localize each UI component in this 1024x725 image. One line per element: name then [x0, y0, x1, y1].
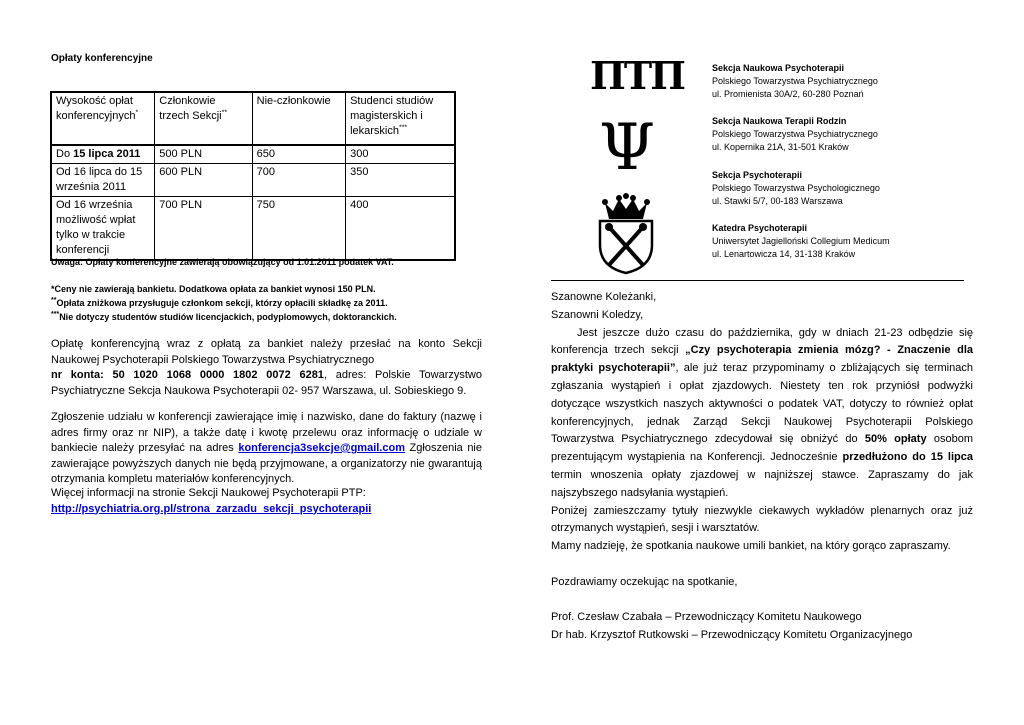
- table-cell: 350: [346, 164, 455, 197]
- letter-paragraph: Jest jeszcze dużo czasu do października, gdy w dniach 21-23 odbędzie się konferencja trzech sekcji „Czy psychoterapia zmienia mózg? - Znaczenie dla praktyki psychoterapii”, ale już teraz przypominamy o zbliżających się terminach zgłaszania wystąpień i opłat zjazdowych. Niestety ten rok przyniósł podwyżki dotyczące wszystkich naszych aktywności o podatek VAT, dotyczy to również opłat konferencyjnych, jednak Zarząd Sekcji Naukowej Psychoterapii Polskiego Towarzystwa Psychiatrycznego zdecydował się obniżyć do 50% opłaty osobom prezentującym wystąpienia na Konferencji. Jednocześnie przedłużono do 15 lipca termin wnoszenia opłaty zjazdowej w najniższej stawce. Zapraszamy do jak najszybszego nadsyłania wystąpień.: [551, 326, 974, 499]
- table-header-cell: Nie-członkowie: [252, 92, 345, 145]
- letter-paragraph: Poniżej zamieszczamy tytuły niezwykle ciekawych wykładów plenarnych oraz już otrzymanych wystąpień, sesji i warsztatów.: [551, 504, 973, 535]
- fees-table: [50, 91, 456, 261]
- table-cell: 500 PLN: [155, 145, 252, 164]
- table-header-cell: Członkowie trzech Sekcji**: [155, 92, 252, 145]
- more-info: Więcej informacji na stronie Sekcji Naukowej Psychoterapii PTP: http://psychiatria.org.pl/strona_zarzadu_sekcji_psychoterapii: [51, 487, 372, 515]
- email-link[interactable]: konferencja3sekcje@gmail.com: [238, 442, 405, 454]
- table-cell-period: Do 15 lipca 2011: [51, 145, 155, 164]
- section-block: Sekcja Naukowa Psychoterapii Polskiego Towarzystwa Psychiatrycznego ul. Promienista 30A/2, 60-280 Poznań: [712, 63, 878, 99]
- signature: Prof. Czesław Czabała – Przewodniczący Komitetu Naukowego: [551, 611, 862, 624]
- section-block: Sekcja Naukowa Terapii Rodzin Polskiego Towarzystwa Psychiatrycznego ul. Kopernika 21A, 31-501 Kraków: [712, 116, 878, 152]
- table-cell: 600 PLN: [155, 164, 252, 197]
- table-cell: 300: [346, 145, 455, 164]
- table-cell: 700 PLN: [155, 197, 252, 261]
- signature: Dr hab. Krzysztof Rutkowski – Przewodniczący Komitetu Organizacyjnego: [551, 629, 913, 642]
- footnote: ***Nie dotyczy studentów studiów licencjackich, podyplomowych, doktoranckich.: [51, 311, 397, 322]
- fees-title: Opłaty konferencyjne: [51, 53, 153, 64]
- vat-note: Uwaga: Opłaty konferencyjne zawierają obowiązujący od 1.01.2011 podatek VAT.: [51, 257, 394, 267]
- ptp-logo-icon: ΠΤΠ: [590, 53, 685, 98]
- letter-paragraph: Mamy nadzieję, że spotkania naukowe umili bankiet, na który gorąco zapraszamy.: [551, 540, 951, 553]
- table-header-cell: Studenci studiów magisterskich i lekarskich***: [346, 92, 455, 145]
- table-row: [51, 164, 455, 197]
- registration-info: Zgłoszenie udziału w konferencji zawierające imię i nazwisko, dane do faktury (nazwę i adres firmy oraz nr NIP), a także datę i kwotę przelewu oraz informację o udziale w bankiecie należy przesyłać na adres konferencja3sekcje@gmail.com Zgłoszenia nie zawierające powyższych danych nie będą przyjmowane, a organizatorzy nie gwarantują otrzymania kompletu materiałów konferencyjnych.: [51, 411, 482, 485]
- table-row: [51, 145, 455, 164]
- greeting: Szanowni Koledzy,: [551, 308, 644, 321]
- section-block: Katedra Psychoterapii Uniwersytet Jagielloński Collegium Medicum ul. Lenartowicza 14, 31-138 Kraków: [712, 223, 890, 259]
- letter-body: [551, 289, 973, 645]
- website-link[interactable]: http://psychiatria.org.pl/strona_zarzadu_sekcji_psychoterapii: [51, 502, 372, 515]
- psi-logo-icon: Ψ: [598, 111, 656, 185]
- table-cell-period: Od 16 września możliwość wpłat tylko w trakcie konferencji: [51, 197, 155, 261]
- footnote: *Ceny nie zawierają bankietu. Dodatkowa opłata za bankiet wynosi 150 PLN.: [51, 284, 376, 294]
- table-cell: 700: [252, 164, 345, 197]
- table-header-row: [51, 92, 455, 145]
- closing: Pozdrawiamy oczekując na spotkanie,: [551, 575, 738, 588]
- table-cell-period: Od 16 lipca do 15 września 2011: [51, 164, 155, 197]
- footnote: **Opłata zniżkowa przysługuje członkom sekcji, którzy opłacili składkę za 2011.: [51, 297, 388, 308]
- footnotes: [51, 282, 481, 324]
- payment-info: Opłatę konferencyjną wraz z opłatą za bankiet należy przesłać na konto Sekcji Naukowej Psychoterapii Polskiego Towarzystwa Psychiatrycznego nr konta: 50 1020 1068 0000 1802 0072 6281, adres: Polskie Towarzystwo Psychiatryczne Sekcja Naukowa Psychoterapii 02- 957 Warszawa, ul. Sobieskiego 9.: [51, 338, 482, 397]
- divider: [551, 280, 964, 281]
- greeting: Szanowne Koleżanki,: [551, 291, 657, 303]
- university-crest-icon: [597, 193, 655, 280]
- table-cell: 400: [346, 197, 455, 261]
- table-row: [51, 197, 455, 261]
- table-cell: 650: [252, 145, 345, 164]
- table-header-cell: Wysokość opłat konferencyjnych*: [51, 92, 155, 145]
- section-block: Sekcja Psychoterapii Polskiego Towarzystwa Psychologicznego ul. Stawki 5/7, 00-183 Warszawa: [712, 170, 880, 206]
- table-cell: 750: [252, 197, 345, 261]
